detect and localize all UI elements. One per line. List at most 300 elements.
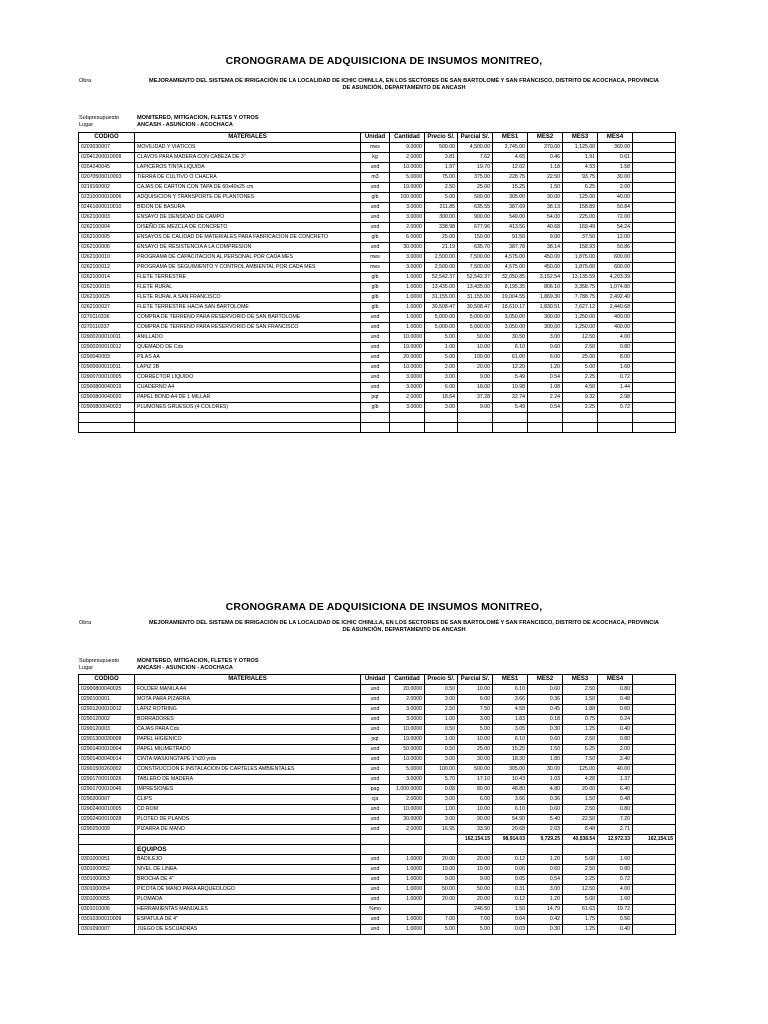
cell-material: LAPIZ ROTRING (135, 705, 361, 715)
column-header: MES4 (598, 675, 633, 685)
cell-precio (425, 845, 458, 855)
cell-precio: 5,000.00 (425, 313, 458, 323)
cell-mes1 (493, 845, 528, 855)
column-header: Precio S/. (425, 675, 458, 685)
cell-mes3: 0.75 (563, 715, 598, 725)
table-row (79, 363, 676, 373)
cell-mes4: 2.00 (598, 745, 633, 755)
cell-parcial: 10.00 (458, 343, 493, 353)
cell-mes4: 2,440.68 (598, 303, 633, 313)
cell-mes3: 1.25 (563, 925, 598, 935)
cell-precio: 25.00 (425, 233, 458, 243)
cell-codigo: 0290120003 (79, 725, 135, 735)
cell-cantidad: 1.0000 (390, 895, 425, 905)
cell-mes3: 1.50 (563, 695, 598, 705)
materials-table (78, 674, 676, 935)
cell-mes4: 50.86 (598, 243, 633, 253)
cell-parcial (458, 413, 493, 423)
cell-mes2 (528, 413, 563, 423)
cell-total (633, 795, 676, 805)
cell-codigo (79, 423, 135, 433)
cell-cantidad (390, 905, 425, 915)
cell-cantidad: 1.0000 (390, 303, 425, 313)
cell-mes4: 30.00 (598, 173, 633, 183)
cell-total (633, 383, 676, 393)
cell-cantidad: 10.0000 (390, 333, 425, 343)
cell-codigo: 0262100012 (79, 263, 135, 273)
cell-unidad: mes (361, 143, 390, 153)
cell-parcial: 90.00 (458, 815, 493, 825)
cell-precio: 13,435.00 (425, 283, 458, 293)
column-header: Unidad (361, 675, 390, 685)
cell-mes2: 0.30 (528, 725, 563, 735)
cell-total (633, 685, 676, 695)
cell-material: PAPEL MILIMETRADO (135, 745, 361, 755)
cell-parcial: 33.90 (458, 825, 493, 835)
cell-cantidad: 9.0000 (390, 143, 425, 153)
cell-cantidad: 5.0000 (390, 173, 425, 183)
cell-mes1: 22.74 (493, 393, 528, 403)
cell-material: HERRAMIENTAS MANUALES (135, 905, 361, 915)
cell-mes2 (528, 423, 563, 433)
cell-mes3 (563, 423, 598, 433)
cell-total (633, 845, 676, 855)
cell-unidad: glb (361, 303, 390, 313)
cell-unidad: und (361, 805, 390, 815)
cell-total (633, 765, 676, 775)
cell-parcial: 635.70 (458, 243, 493, 253)
table-row (79, 725, 676, 735)
cell-cantidad: 3.0000 (390, 253, 425, 263)
cell-cantidad: 3.0000 (390, 203, 425, 213)
cell-unidad: und (361, 243, 390, 253)
table-row (79, 423, 676, 433)
column-header: Cantidad (390, 133, 425, 143)
table-row (79, 785, 676, 795)
cell-mes1: 3.05 (493, 725, 528, 735)
cell-total (633, 163, 676, 173)
cell-mes4: 2,492.40 (598, 293, 633, 303)
cell-mes3: 12.50 (563, 333, 598, 343)
cell-precio: 3.00 (425, 795, 458, 805)
cell-mes2: 9.00 (528, 233, 563, 243)
cell-total (633, 193, 676, 203)
cell-mes3: 125.00 (563, 765, 598, 775)
cell-mes1: 98,914.03 (493, 835, 528, 845)
cell-cantidad: 1,000.0000 (390, 785, 425, 795)
cell-mes4: 1.37 (598, 775, 633, 785)
cell-precio: 50.00 (425, 885, 458, 895)
cell-unidad: pqt (361, 393, 390, 403)
lugar-label: Lugar (79, 665, 94, 671)
cell-precio: 16.95 (425, 825, 458, 835)
cell-total (633, 725, 676, 735)
cell-codigo: 02041200010009 (79, 153, 135, 163)
cell-cantidad: 10.0000 (390, 363, 425, 373)
cell-parcial: 100.00 (458, 353, 493, 363)
cell-cantidad (390, 845, 425, 855)
cell-mes1: 61.00 (493, 353, 528, 363)
cell-unidad: mes (361, 253, 390, 263)
cell-material: FLETE RURAL (135, 283, 361, 293)
cell-mes3: 225.00 (563, 213, 598, 223)
cell-material: ESPATULA DE 4" (135, 915, 361, 925)
cell-cantidad: 10.0000 (390, 725, 425, 735)
cell-mes3: 25.00 (563, 353, 598, 363)
cell-mes1: 6.10 (493, 805, 528, 815)
cell-total (633, 303, 676, 313)
cell-total (633, 695, 676, 705)
cell-mes2: 1.03 (528, 775, 563, 785)
cell-mes1: 6.10 (493, 343, 528, 353)
cell-cantidad: 10.0000 (390, 735, 425, 745)
cell-mes3: 2.25 (563, 403, 598, 413)
cell-codigo: 0301000051 (79, 855, 135, 865)
cell-mes1: 0.31 (493, 885, 528, 895)
cell-codigo: 02900600010011 (79, 363, 135, 373)
cell-codigo: 0290200007 (79, 795, 135, 805)
cell-precio: 1.00 (425, 343, 458, 353)
cell-total (633, 413, 676, 423)
cell-parcial: 20.00 (458, 895, 493, 905)
cell-mes1: 32,050.85 (493, 273, 528, 283)
cell-total (633, 183, 676, 193)
cell-material: CUADERNO A4 (135, 383, 361, 393)
cell-mes3: 7,627.12 (563, 303, 598, 313)
cell-cantidad (390, 423, 425, 433)
cell-mes2: 1.80 (528, 755, 563, 765)
cell-mes1: 228.75 (493, 173, 528, 183)
table-row (79, 845, 676, 855)
cell-mes3: 4.50 (563, 383, 598, 393)
cell-total (633, 353, 676, 363)
cell-parcial: 7.62 (458, 153, 493, 163)
cell-mes3: 2.50 (563, 685, 598, 695)
cell-mes4: 2.00 (598, 183, 633, 193)
cell-mes1: 10.43 (493, 775, 528, 785)
cell-mes3: 9.32 (563, 393, 598, 403)
cell-cantidad: 3.0000 (390, 263, 425, 273)
cell-codigo: 0262100005 (79, 233, 135, 243)
cell-codigo: 0262100006 (79, 243, 135, 253)
column-header: Cantidad (390, 675, 425, 685)
cell-unidad (361, 413, 390, 423)
cell-cantidad: 3.0000 (390, 775, 425, 785)
obra-label: Obra (79, 78, 92, 84)
cell-parcial: 9.00 (458, 403, 493, 413)
cell-cantidad: 3.0000 (390, 213, 425, 223)
cell-codigo: 0301090007 (79, 925, 135, 935)
cell-precio: 10.00 (425, 865, 458, 875)
cell-total (633, 745, 676, 755)
cell-unidad: und (361, 865, 390, 875)
cell-mes3: 1.91 (563, 153, 598, 163)
cell-mes2: 1.50 (528, 745, 563, 755)
cell-total (633, 865, 676, 875)
cell-unidad: und (361, 715, 390, 725)
cell-material: FLETE RURAL A SAN FRANCISCO (135, 293, 361, 303)
cell-parcial (458, 423, 493, 433)
cell-mes3: 2.25 (563, 875, 598, 885)
subpresupuesto-label: Subpresupuesto (79, 658, 120, 664)
table-row (79, 273, 676, 283)
cell-mes3: 2.50 (563, 343, 598, 353)
cell-material: PROGRAMA DE CAPACITACION AL PERSONAL POR CADA MES (135, 253, 361, 263)
table-row (79, 323, 676, 333)
cell-material: PLOTEO DE PLANOS (135, 815, 361, 825)
cell-mes2: 2.24 (528, 393, 563, 403)
cell-mes1: 18.30 (493, 755, 528, 765)
cell-cantidad: 3.0000 (390, 383, 425, 393)
cell-mes4: 4,203.39 (598, 273, 633, 283)
cell-material: MOVILIDAD Y VIATICOS (135, 143, 361, 153)
cell-material: ENSAYO DE RESISTENCIA A LA COMPRESION (135, 243, 361, 253)
cell-parcial: 37.28 (458, 393, 493, 403)
cell-codigo: 0301000052 (79, 865, 135, 875)
table-row (79, 715, 676, 725)
cell-unidad: und (361, 213, 390, 223)
table-row (79, 223, 676, 233)
cell-mes3: 6.25 (563, 183, 598, 193)
cell-mes3: 5.00 (563, 363, 598, 373)
obra-label: Obra (79, 620, 92, 626)
cell-material: PILAS AA (135, 353, 361, 363)
cell-total (633, 925, 676, 935)
cell-cantidad: 1.0000 (390, 865, 425, 875)
cell-codigo: 02901700010026 (79, 775, 135, 785)
cell-unidad: glb (361, 283, 390, 293)
cell-cantidad: 30.0000 (390, 243, 425, 253)
cell-material: PIZARRA DE MANO (135, 825, 361, 835)
cell-mes3 (563, 413, 598, 423)
cell-mes2: 22.50 (528, 173, 563, 183)
column-header: MES1 (493, 675, 528, 685)
cell-mes4: 0.48 (598, 695, 633, 705)
cell-unidad: und (361, 885, 390, 895)
cell-precio (425, 835, 458, 845)
cell-cantidad: 2.0000 (390, 223, 425, 233)
cell-cantidad: 5.0000 (390, 765, 425, 775)
cell-mes2: 300.00 (528, 323, 563, 333)
table-row (79, 183, 676, 193)
cell-mes3: 2.25 (563, 373, 598, 383)
cell-codigo: 0262100010 (79, 253, 135, 263)
cell-mes4: 40.00 (598, 765, 633, 775)
cell-unidad: pag (361, 785, 390, 795)
table-row (79, 353, 676, 363)
cell-total (633, 885, 676, 895)
cell-mes4: 7.20 (598, 815, 633, 825)
cell-parcial: 20.00 (458, 363, 493, 373)
cell-total (633, 223, 676, 233)
cell-mes1: 0.06 (493, 865, 528, 875)
obra-text: MEJORAMIENTO DEL SISTEMA DE IRRIGACIÓN DE LA LOCALIDAD DE ICHIC CHINLLA, EN LOS SECTORES DE SAN BARTOLOMÉ Y SAN FRANCISCO, DISTRITO DE ACOCHACA, PROVINCIA DE ASUNCIÓN, DEPARTAMENTO DE ANCASH (149, 620, 659, 633)
cell-total (633, 343, 676, 353)
cell-material: QUEMADO DE Cds (135, 343, 361, 353)
cell-mes2: 806.10 (528, 283, 563, 293)
cell-mes2: 270.00 (528, 143, 563, 153)
cell-cantidad (390, 413, 425, 423)
cell-precio: 0.50 (425, 745, 458, 755)
cell-parcial: 9.00 (458, 875, 493, 885)
cell-precio: 2.50 (425, 183, 458, 193)
cell-mes2: 0.18 (528, 715, 563, 725)
cell-mes2: 0.36 (528, 795, 563, 805)
cell-parcial: 10.00 (458, 865, 493, 875)
cell-mes2: 1.08 (528, 383, 563, 393)
cell-parcial: 6.00 (458, 795, 493, 805)
cell-codigo: 02900200010011 (79, 333, 135, 343)
column-header: MATERIALES (135, 133, 361, 143)
cell-codigo: 02901700010046 (79, 785, 135, 795)
cell-precio: 3.00 (425, 755, 458, 765)
cell-unidad: und (361, 313, 390, 323)
cell-total (633, 805, 676, 815)
cell-precio: 100.00 (425, 765, 458, 775)
cell-mes1: 1.50 (493, 905, 528, 915)
cell-codigo: 0262100015 (79, 283, 135, 293)
cell-codigo: 02900200010012 (79, 343, 135, 353)
cell-precio (425, 423, 458, 433)
cell-cantidad: 1.0000 (390, 885, 425, 895)
cell-parcial: 500.00 (458, 765, 493, 775)
cell-mes2: 40.68 (528, 223, 563, 233)
cell-mes2: 9,729.25 (528, 835, 563, 845)
cell-mes4: 0.48 (598, 795, 633, 805)
cell-cantidad: 2.0000 (390, 393, 425, 403)
table-row (79, 705, 676, 715)
cell-material: BROCHA DE 4" (135, 875, 361, 885)
cell-cantidad (390, 835, 425, 845)
cell-parcial: 5,000.00 (458, 323, 493, 333)
cell-mes2: 38.13 (528, 203, 563, 213)
cell-mes4: 2.40 (598, 755, 633, 765)
cell-precio: 5.00 (425, 193, 458, 203)
column-header: MES3 (563, 675, 598, 685)
cell-mes2: 3.00 (528, 333, 563, 343)
cell-mes1: 413.56 (493, 223, 528, 233)
cell-codigo: 0290100001 (79, 695, 135, 705)
cell-cantidad: 10.0000 (390, 343, 425, 353)
cell-cantidad: 1.0000 (390, 283, 425, 293)
cell-total (633, 153, 676, 163)
cell-material: DISEÑO DE MEZCLA DE CONCRETO (135, 223, 361, 233)
cell-parcial: 20.00 (458, 855, 493, 865)
cell-mes2: 0.60 (528, 865, 563, 875)
table-row (79, 895, 676, 905)
cell-total (633, 715, 676, 725)
table-row (79, 815, 676, 825)
cell-unidad: glb (361, 403, 390, 413)
cell-precio: 3.81 (425, 153, 458, 163)
cell-mes1: 0.04 (493, 915, 528, 925)
cell-mes2: 0.60 (528, 343, 563, 353)
cell-precio: 338.98 (425, 223, 458, 233)
cell-mes3: 93.75 (563, 173, 598, 183)
column-header (633, 133, 676, 143)
cell-mes1: 0.12 (493, 895, 528, 905)
cell-precio: 3.00 (425, 373, 458, 383)
table-row (79, 925, 676, 935)
cell-parcial: 635.55 (458, 203, 493, 213)
table-row (79, 213, 676, 223)
cell-codigo: 0219160002 (79, 183, 135, 193)
cell-material: CAJAS PARA Cds (135, 725, 361, 735)
table-row (79, 173, 676, 183)
table-header-row (79, 675, 676, 685)
cell-mes4: 1.44 (598, 383, 633, 393)
cell-cantidad: 3.0000 (390, 403, 425, 413)
cell-parcial: 25.00 (458, 745, 493, 755)
cell-material (135, 423, 361, 433)
cell-mes4: 12.00 (598, 233, 633, 243)
cell-mes4: 1,074.80 (598, 283, 633, 293)
cell-unidad: %mo (361, 905, 390, 915)
cell-precio: 0.50 (425, 725, 458, 735)
table-row (79, 805, 676, 815)
table-row (79, 795, 676, 805)
cell-material: NIVEL DE LINEA (135, 865, 361, 875)
cell-mes2: 0.60 (528, 805, 563, 815)
cell-total (633, 203, 676, 213)
cell-codigo: 02902400010028 (79, 815, 135, 825)
cell-cantidad: 1.0000 (390, 875, 425, 885)
cell-parcial: 7,500.00 (458, 253, 493, 263)
table-row (79, 393, 676, 403)
cell-total (633, 895, 676, 905)
column-header: Parcial S/. (458, 675, 493, 685)
cell-parcial: 19.70 (458, 163, 493, 173)
cell-mes3 (563, 845, 598, 855)
cell-cantidad: 2.0000 (390, 153, 425, 163)
cell-parcial: 50.00 (458, 333, 493, 343)
cell-unidad: glb (361, 233, 390, 243)
table-row (79, 765, 676, 775)
cell-parcial: 80.00 (458, 785, 493, 795)
cell-cantidad: 50.0000 (390, 745, 425, 755)
cell-cantidad: 3.0000 (390, 715, 425, 725)
cell-unidad: und (361, 765, 390, 775)
cell-mes3: 4.93 (563, 163, 598, 173)
table-row (79, 333, 676, 343)
cell-mes3: 37.50 (563, 233, 598, 243)
cell-mes3: 1.25 (563, 725, 598, 735)
cell-unidad: und (361, 895, 390, 905)
cell-parcial: 13,435.00 (458, 283, 493, 293)
cell-unidad: glb (361, 193, 390, 203)
cell-cantidad: 10.0000 (390, 805, 425, 815)
cell-mes3: 1,875.00 (563, 263, 598, 273)
cell-parcial: 5.00 (458, 925, 493, 935)
cell-mes1: 12.20 (493, 363, 528, 373)
cell-mes4: 400.00 (598, 313, 633, 323)
cell-mes2: 54.00 (528, 213, 563, 223)
cell-precio: 21.19 (425, 243, 458, 253)
cell-unidad (361, 423, 390, 433)
cell-unidad: glb (361, 293, 390, 303)
table-row (79, 163, 676, 173)
cell-cantidad: 1.0000 (390, 313, 425, 323)
cell-parcial: 30,508.47 (458, 303, 493, 313)
cell-parcial: 7.00 (458, 915, 493, 925)
cell-mes1: 48.80 (493, 785, 528, 795)
materials-table (78, 132, 676, 433)
cell-mes3: 5.00 (563, 855, 598, 865)
cell-total (633, 253, 676, 263)
cell-codigo: 02902400010005 (79, 805, 135, 815)
table-row (79, 755, 676, 765)
cell-material: BADILEJO (135, 855, 361, 865)
